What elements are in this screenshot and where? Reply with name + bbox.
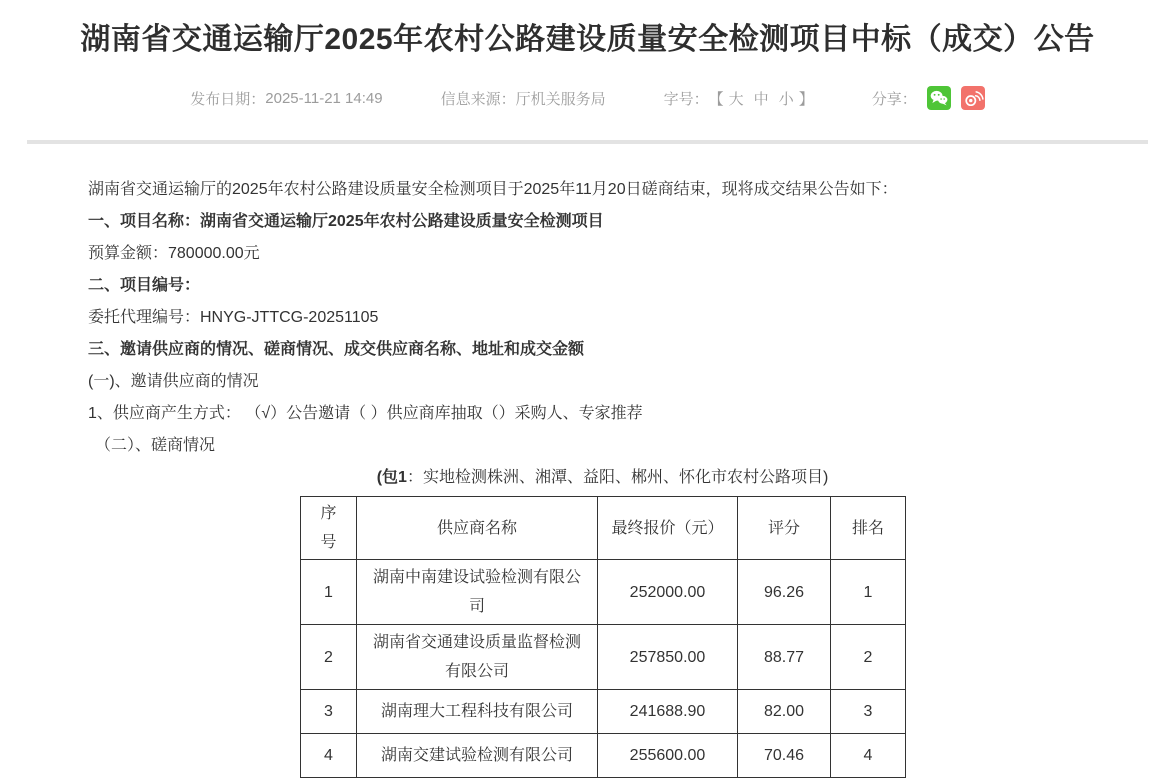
wechat-icon: [927, 86, 951, 110]
weibo-share-button[interactable]: [961, 86, 985, 110]
publish-date: [190, 88, 382, 109]
cell-serial: 2: [301, 625, 357, 690]
cell-score: 96.26: [738, 560, 831, 625]
cell-supplier: 湖南中南建设试验检测有限公司: [357, 560, 598, 625]
article-body: [0, 144, 1175, 778]
bid-results-table: [300, 496, 906, 778]
bid-table-section: [300, 468, 905, 778]
paragraph-invited-suppliers: (一)、邀请供应商的情况: [88, 373, 259, 390]
publish-date-label: 发布日期：: [190, 90, 266, 108]
table-header-row: [301, 497, 906, 560]
info-source-label: 信息来源：: [440, 90, 516, 108]
cell-rank: 3: [831, 690, 906, 734]
paragraph-intro: 湖南省交通运输厅的2025年农村公路建设质量安全检测项目于2025年11月20日磋商结束，现将成交结果公告如下：: [88, 181, 898, 198]
paragraph-project-name: 一、项目名称：湖南省交通运输厅2025年农村公路建设质量安全检测项目: [88, 213, 604, 230]
cell-supplier: 湖南交建试验检测有限公司: [357, 734, 598, 778]
cell-supplier: 湖南省交通建设质量监督检测有限公司: [357, 625, 598, 690]
cell-price: 257850.00: [598, 625, 738, 690]
share-label: 分享：: [871, 90, 917, 108]
page-title: 湖南省交通运输厅2025年农村公路建设质量安全检测项目中标（成交）公告: [80, 23, 1095, 56]
cell-price: 252000.00: [598, 560, 738, 625]
meta-bar: [0, 86, 1175, 110]
paragraph-budget: 预算金额：780000.00元: [88, 245, 260, 262]
font-size-small-button[interactable]: 小: [778, 90, 794, 108]
cell-score: 70.46: [738, 734, 831, 778]
cell-serial: 4: [301, 734, 357, 778]
cell-supplier: 湖南理大工程科技有限公司: [357, 690, 598, 734]
cell-score: 88.77: [738, 625, 831, 690]
table-row: [301, 560, 906, 625]
header-serial: 序号: [301, 497, 357, 560]
header-price: 最终报价（元）: [598, 497, 738, 560]
paragraph-negotiation: （二）、磋商情况: [95, 437, 216, 454]
paragraph-project-number-heading: 二、项目编号：: [88, 277, 201, 294]
cell-rank: 4: [831, 734, 906, 778]
table-row: [301, 690, 906, 734]
cell-rank: 1: [831, 560, 906, 625]
paragraph-section-three-heading: 三、邀请供应商的情况、磋商情况、成交供应商名称、地址和成交金额: [88, 341, 585, 358]
table-caption: [300, 468, 905, 487]
cell-serial: 3: [301, 690, 357, 734]
article-header: [0, 0, 1175, 110]
wechat-share-button[interactable]: [927, 86, 951, 110]
font-size-label: 字号：: [663, 90, 709, 108]
info-source: [441, 88, 606, 109]
bracket-close: 】: [798, 90, 814, 108]
font-size-large-button[interactable]: 大: [728, 90, 744, 108]
paragraph-supplier-method: 1、供应商产生方式： （√）公告邀请（ ）供应商库抽取（）采购人、专家推荐: [88, 405, 643, 422]
bracket-open: 【: [708, 90, 724, 108]
font-size-control: [664, 88, 814, 109]
cell-score: 82.00: [738, 690, 831, 734]
table-caption-package: (包1: [376, 469, 407, 486]
info-source-value: 厅机关服务局: [515, 90, 606, 108]
cell-price: 241688.90: [598, 690, 738, 734]
share-group: [872, 86, 985, 110]
cell-serial: 1: [301, 560, 357, 625]
publish-date-value: 2025-11-21 14:49: [265, 89, 383, 107]
cell-price: 255600.00: [598, 734, 738, 778]
table-caption-detail: ：实地检测株洲、湘潭、益阳、郴州、怀化市农村公路项目): [406, 469, 829, 486]
weibo-icon: [961, 86, 985, 110]
paragraph-agency-number: 委托代理编号：HNYG-JTTCG-20251105: [88, 309, 379, 326]
font-size-medium-button[interactable]: 中: [753, 90, 769, 108]
cell-rank: 2: [831, 625, 906, 690]
table-row: [301, 625, 906, 690]
header-score: 评分: [738, 497, 831, 560]
header-supplier: 供应商名称: [357, 497, 598, 560]
header-rank: 排名: [831, 497, 906, 560]
